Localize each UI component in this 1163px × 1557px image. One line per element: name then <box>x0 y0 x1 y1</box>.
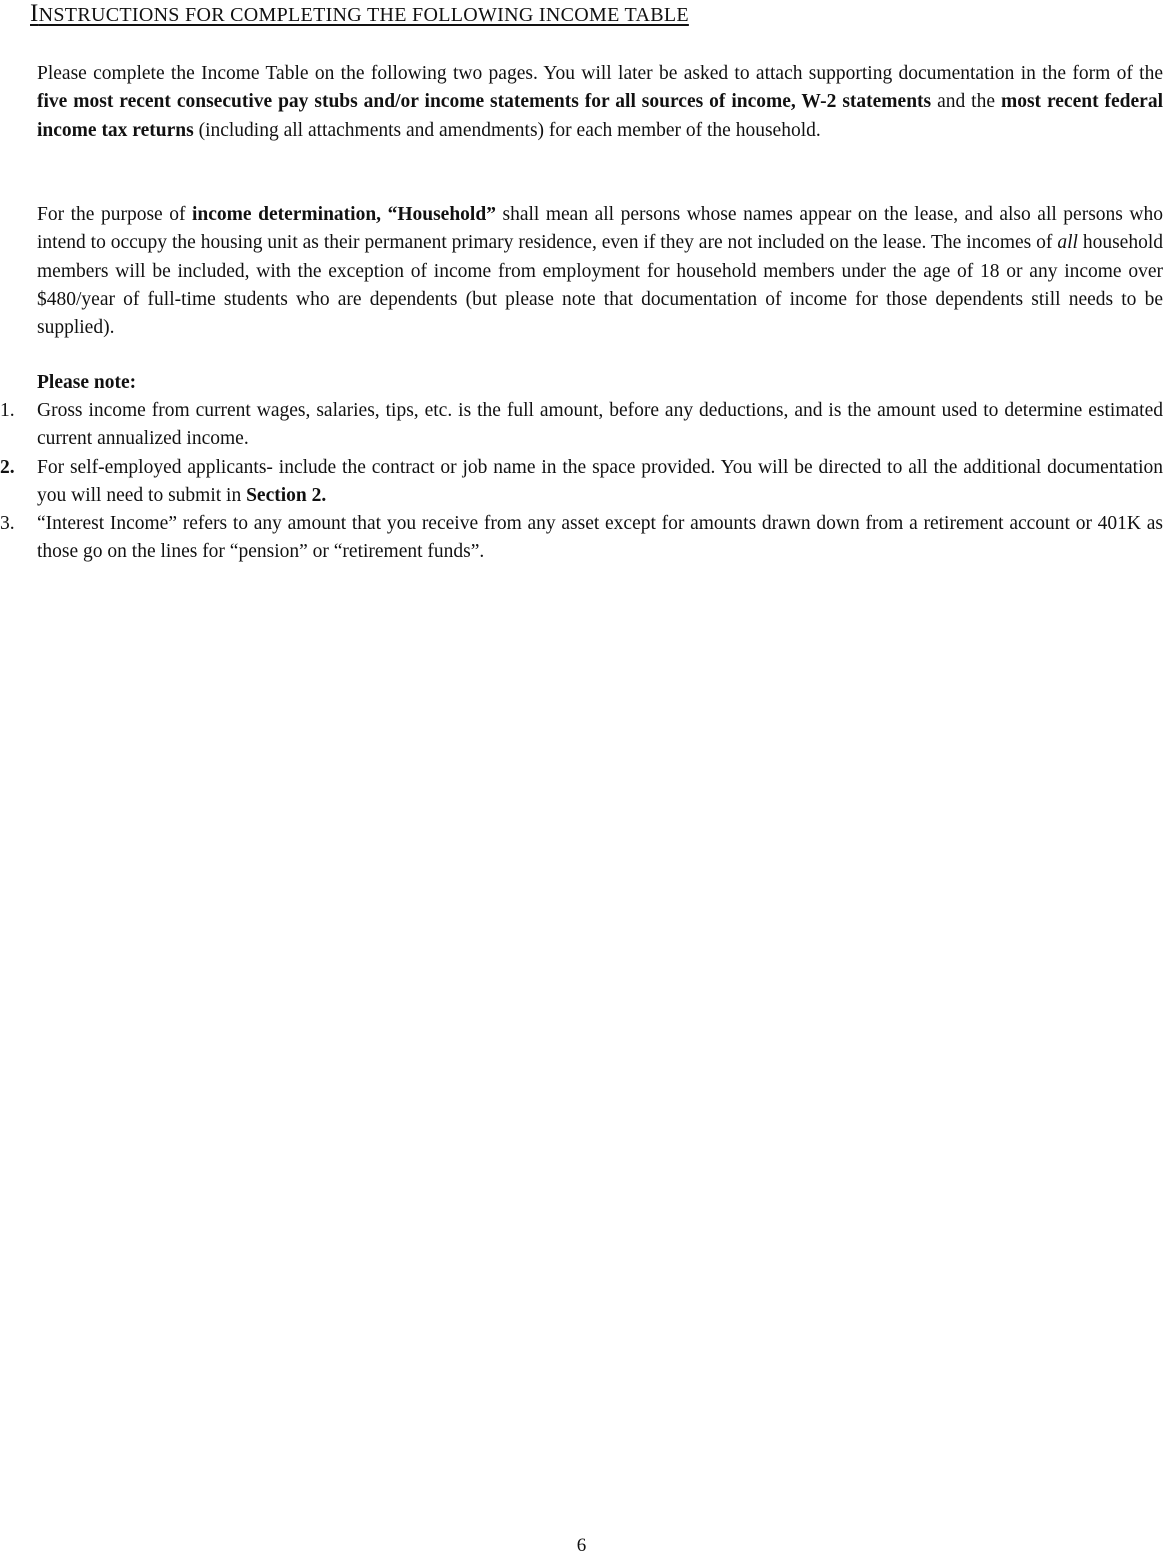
note-section-reference: Section 2. <box>246 484 327 506</box>
notes-heading: Please note: <box>37 372 137 393</box>
household-text-2: shall mean all persons whose names appear on the lease, and also all persons who intend to occupy the housing unit as their permanent primary residence, even if they are not included on the lease. The incomes of <box>37 204 1163 254</box>
note-text-2: For self-employed applicants- include the contract or job name in the space provided. You will be directed to all the additional documentation you will need to submit in <box>37 456 1163 506</box>
intro-paragraph <box>37 60 1163 145</box>
household-definition-paragraph <box>37 201 1163 342</box>
household-bold-term: income determination, “Household” <box>192 204 496 225</box>
note-item-1 <box>0 397 1163 454</box>
notes-list <box>0 397 1163 567</box>
household-text-1: For the purpose of <box>37 204 193 225</box>
intro-bold-tax-returns: most recent federal income tax returns <box>37 91 1163 141</box>
note-item-2 <box>0 454 1163 511</box>
intro-text-3: (including all attachments and amendments) for each member of the household. <box>193 119 821 141</box>
page-heading <box>30 0 689 28</box>
note-text-1: Gross income from current wages, salaries, tips, etc. is the full amount, before any deductions, and is the amount used to determine estimated current annualized income. <box>37 400 1163 450</box>
household-italic-all: all <box>1057 232 1078 254</box>
note-number-2: 2. <box>0 456 15 478</box>
page-number: 6 <box>576 1535 587 1556</box>
household-text-3: household members will be included, with the exception of income from employment for household members under the age of 18 or any income over $480/year of full-time students who are dependents (but please note that documentation of income for those dependents still needs to be supplied). <box>37 232 1163 339</box>
intro-bold-documents: five most recent consecutive pay stubs and/or income statements for all sources of income, W-2 statements <box>37 91 932 113</box>
heading-rest: NSTRUCTIONS FOR COMPLETING THE FOLLOWING INCOME TABLE <box>38 4 689 26</box>
note-text-3: “Interest Income” refers to any amount that you receive from any asset except for amounts drawn down from a retirement account or 401K as those go on the lines for “pension” or “retirement funds”. <box>37 513 1163 563</box>
note-item-3 <box>0 510 1163 567</box>
heading-initial: I <box>30 0 39 27</box>
note-number-1: 1. <box>0 400 15 421</box>
intro-text-1: Please complete the Income Table on the following two pages. You will later be asked to attach supporting documentation in the form of the <box>37 63 1163 84</box>
intro-text-2: and the <box>931 91 1001 113</box>
note-number-3: 3. <box>0 513 15 535</box>
